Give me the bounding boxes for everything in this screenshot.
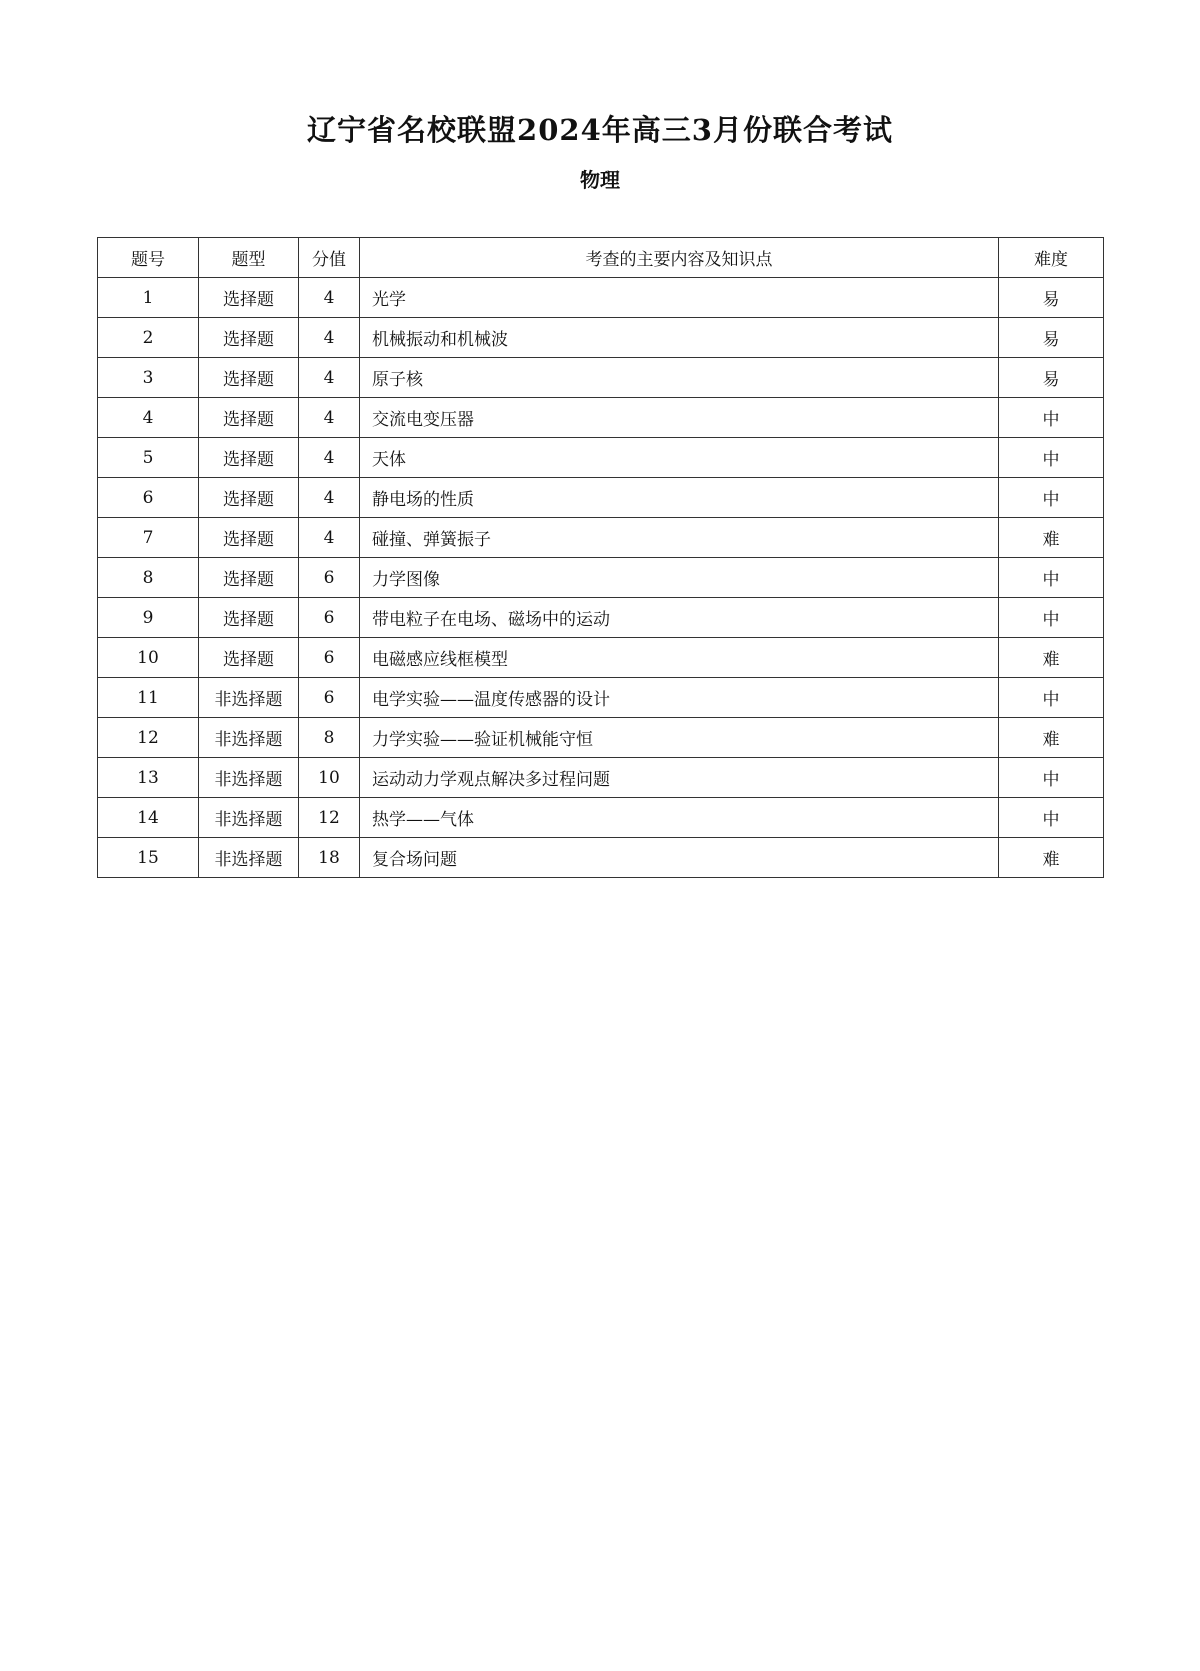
cell-difficulty: 中 [999,798,1104,838]
cell-difficulty: 易 [999,358,1104,398]
cell-difficulty: 难 [999,718,1104,758]
cell-no: 1 [98,278,199,318]
cell-type: 选择题 [199,278,299,318]
cell-content: 带电粒子在电场、磁场中的运动 [360,598,999,638]
cell-score: 4 [299,518,360,558]
cell-no: 3 [98,358,199,398]
cell-difficulty: 中 [999,478,1104,518]
cell-score: 6 [299,558,360,598]
cell-content: 力学实验——验证机械能守恒 [360,718,999,758]
cell-content: 复合场问题 [360,838,999,878]
cell-type: 选择题 [199,478,299,518]
cell-score: 4 [299,318,360,358]
table-row [98,678,1104,718]
table-row [98,798,1104,838]
cell-difficulty: 中 [999,598,1104,638]
cell-type: 选择题 [199,358,299,398]
cell-score: 6 [299,638,360,678]
cell-content: 碰撞、弹簧振子 [360,518,999,558]
cell-type: 非选择题 [199,758,299,798]
document-subtitle: 物理 [580,168,620,192]
cell-difficulty: 中 [999,398,1104,438]
cell-type: 选择题 [199,398,299,438]
cell-type: 选择题 [199,518,299,558]
table-body [98,278,1104,878]
cell-difficulty: 中 [999,758,1104,798]
cell-score: 4 [299,438,360,478]
cell-content: 天体 [360,438,999,478]
cell-score: 4 [299,398,360,438]
cell-difficulty: 难 [999,638,1104,678]
cell-no: 14 [98,798,199,838]
cell-content: 光学 [360,278,999,318]
table-header-row [98,238,1104,278]
table-row [98,358,1104,398]
header-difficulty: 难度 [999,238,1104,278]
table-row [98,278,1104,318]
table-row [98,398,1104,438]
document-title: 辽宁省名校联盟2024年高三3月份联合考试 [307,113,893,147]
table-row [98,718,1104,758]
cell-difficulty: 中 [999,558,1104,598]
cell-score: 4 [299,358,360,398]
cell-type: 选择题 [199,318,299,358]
cell-no: 6 [98,478,199,518]
header-no: 题号 [98,238,199,278]
cell-difficulty: 难 [999,518,1104,558]
cell-no: 10 [98,638,199,678]
header-content: 考查的主要内容及知识点 [360,238,999,278]
cell-content: 电磁感应线框模型 [360,638,999,678]
table-row [98,318,1104,358]
cell-type: 选择题 [199,558,299,598]
cell-type: 选择题 [199,438,299,478]
cell-no: 7 [98,518,199,558]
cell-difficulty: 易 [999,278,1104,318]
cell-no: 2 [98,318,199,358]
table-row [98,438,1104,478]
cell-difficulty: 中 [999,678,1104,718]
cell-content: 热学——气体 [360,798,999,838]
cell-score: 8 [299,718,360,758]
cell-no: 11 [98,678,199,718]
cell-type: 非选择题 [199,798,299,838]
cell-score: 4 [299,478,360,518]
cell-type: 选择题 [199,598,299,638]
cell-content: 运动动力学观点解决多过程问题 [360,758,999,798]
cell-difficulty: 易 [999,318,1104,358]
cell-content: 电学实验——温度传感器的设计 [360,678,999,718]
cell-score: 6 [299,598,360,638]
cell-no: 9 [98,598,199,638]
cell-score: 10 [299,758,360,798]
cell-difficulty: 中 [999,438,1104,478]
cell-no: 8 [98,558,199,598]
cell-score: 18 [299,838,360,878]
cell-type: 非选择题 [199,718,299,758]
table-row [98,598,1104,638]
cell-score: 12 [299,798,360,838]
header-score: 分值 [299,238,360,278]
cell-no: 13 [98,758,199,798]
cell-content: 交流电变压器 [360,398,999,438]
cell-content: 静电场的性质 [360,478,999,518]
table-row [98,758,1104,798]
cell-content: 原子核 [360,358,999,398]
cell-no: 12 [98,718,199,758]
table-row [98,478,1104,518]
header-type: 题型 [199,238,299,278]
cell-difficulty: 难 [999,838,1104,878]
cell-type: 非选择题 [199,838,299,878]
table-row [98,558,1104,598]
cell-no: 15 [98,838,199,878]
table-row [98,638,1104,678]
cell-type: 非选择题 [199,678,299,718]
cell-score: 6 [299,678,360,718]
exam-analysis-table [97,237,1104,878]
cell-no: 4 [98,398,199,438]
cell-score: 4 [299,278,360,318]
table-row [98,518,1104,558]
cell-content: 机械振动和机械波 [360,318,999,358]
cell-type: 选择题 [199,638,299,678]
cell-content: 力学图像 [360,558,999,598]
table-row [98,838,1104,878]
cell-no: 5 [98,438,199,478]
